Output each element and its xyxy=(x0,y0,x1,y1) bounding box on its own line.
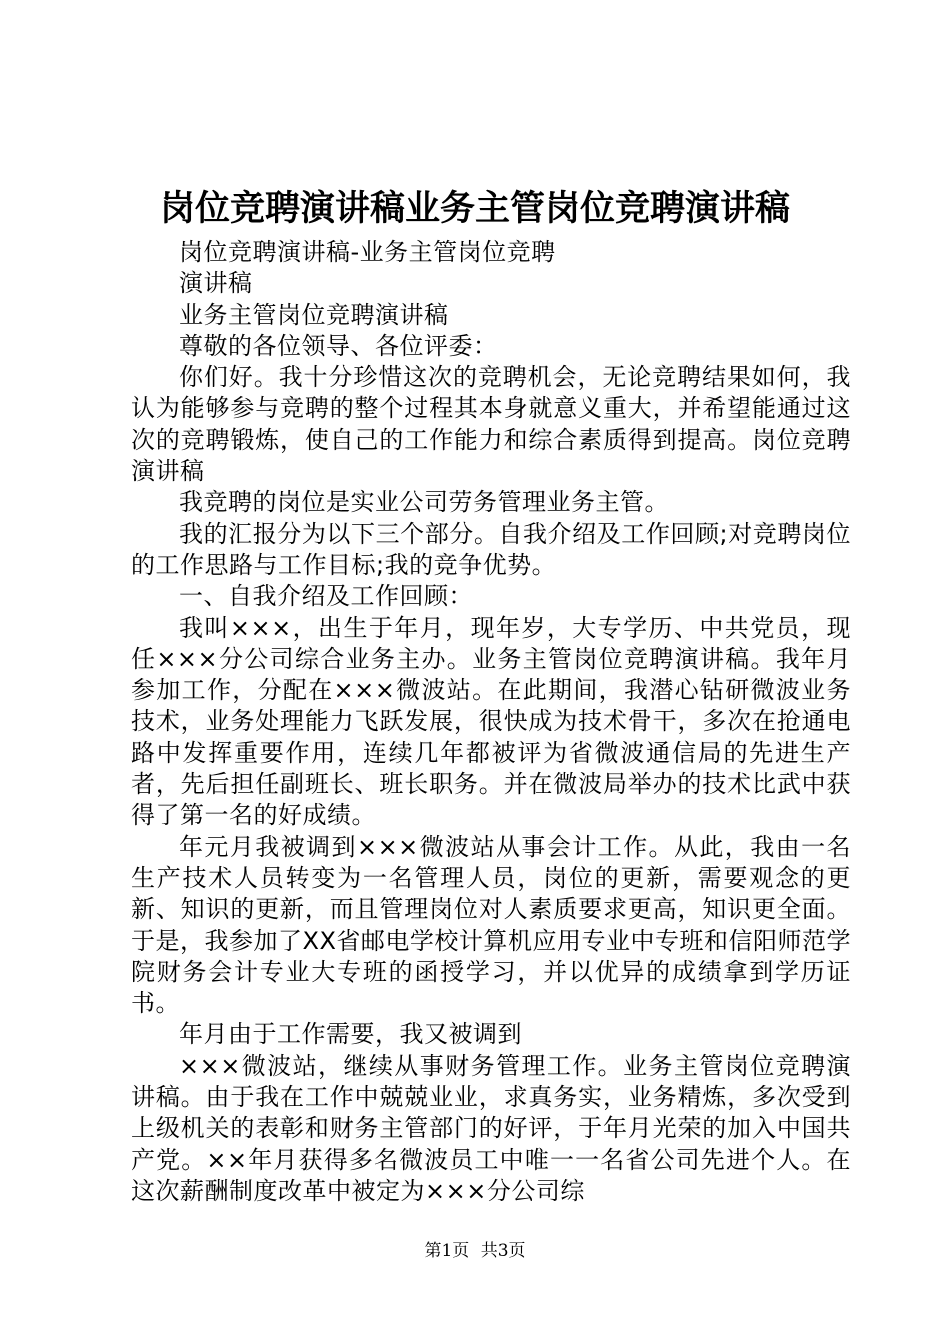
paragraph: 我的汇报分为以下三个部分。自我介绍及工作回顾;对竞聘岗位的工作思路与工作目标;我的竞争优势。 xyxy=(131,519,851,579)
paragraph: 年月由于工作需要，我又被调到 xyxy=(179,1020,522,1049)
paragraph: 年元月我被调到×××微波站从事会计工作。从此，我由一名生产技术人员转变为一名管理人员，岗位的更新，需要观念的更新、知识的更新，而且管理岗位对人素质要求更高，知识更全面。于是，我参加了XX省邮电学校计算机应用专业中专班和信阳师范学院财务会计专业大专班的函授学习，并以优异的成绩拿到学历证书。 xyxy=(131,832,851,1018)
page-footer xyxy=(0,1240,950,1262)
page-total: 共3页 xyxy=(480,1241,526,1261)
paragraph: 我叫×××，出生于年月，现年岁，大专学历、中共党员，现任×××分公司综合业务主办。业务主管岗位竞聘演讲稿。我年月参加工作，分配在×××微波站。在此期间，我潜心钻研微波业务技术，业务处理能力飞跃发展，很快成为技术骨干，多次在抢通电路中发挥重要作用，连续几年都被评为省微波通信局的先进生产者，先后担任副班长、班长职务。并在微波局举办的技术比武中获得了第一名的好成绩。 xyxy=(131,613,851,830)
paragraph: 一、自我介绍及工作回顾： xyxy=(179,582,473,611)
paragraph: 尊敬的各位领导、各位评委： xyxy=(179,331,498,360)
paragraph: 演讲稿 xyxy=(179,269,253,298)
paragraph: 岗位竞聘演讲稿-业务主管岗位竞聘 xyxy=(179,238,556,266)
paragraph: 我竞聘的岗位是实业公司劳务管理业务主管。 xyxy=(179,488,669,517)
paragraph: 业务主管岗位竞聘演讲稿 xyxy=(179,300,449,329)
paragraph: 你们好。我十分珍惜这次的竞聘机会，无论竞聘结果如何，我认为能够参与竞聘的整个过程其本身就意义重大，并希望能通过这次的竞聘锻炼，使自己的工作能力和综合素质得到提高。岗位竞聘演讲稿 xyxy=(131,363,851,486)
document-body xyxy=(131,237,851,1207)
paragraph: ×××微波站，继续从事财务管理工作。业务主管岗位竞聘演讲稿。由于我在工作中兢兢业业，求真务实，业务精炼，多次受到上级机关的表彰和财务主管部门的好评，于年月光荣的加入中国共产党。××年月获得多名微波员工中唯一一名省公司先进个人。在这次薪酬制度改革中被定为×××分公司综 xyxy=(131,1051,851,1205)
page-number: 第1页 xyxy=(424,1241,470,1261)
document-title: 岗位竞聘演讲稿业务主管岗位竞聘演讲稿 xyxy=(159,188,790,229)
